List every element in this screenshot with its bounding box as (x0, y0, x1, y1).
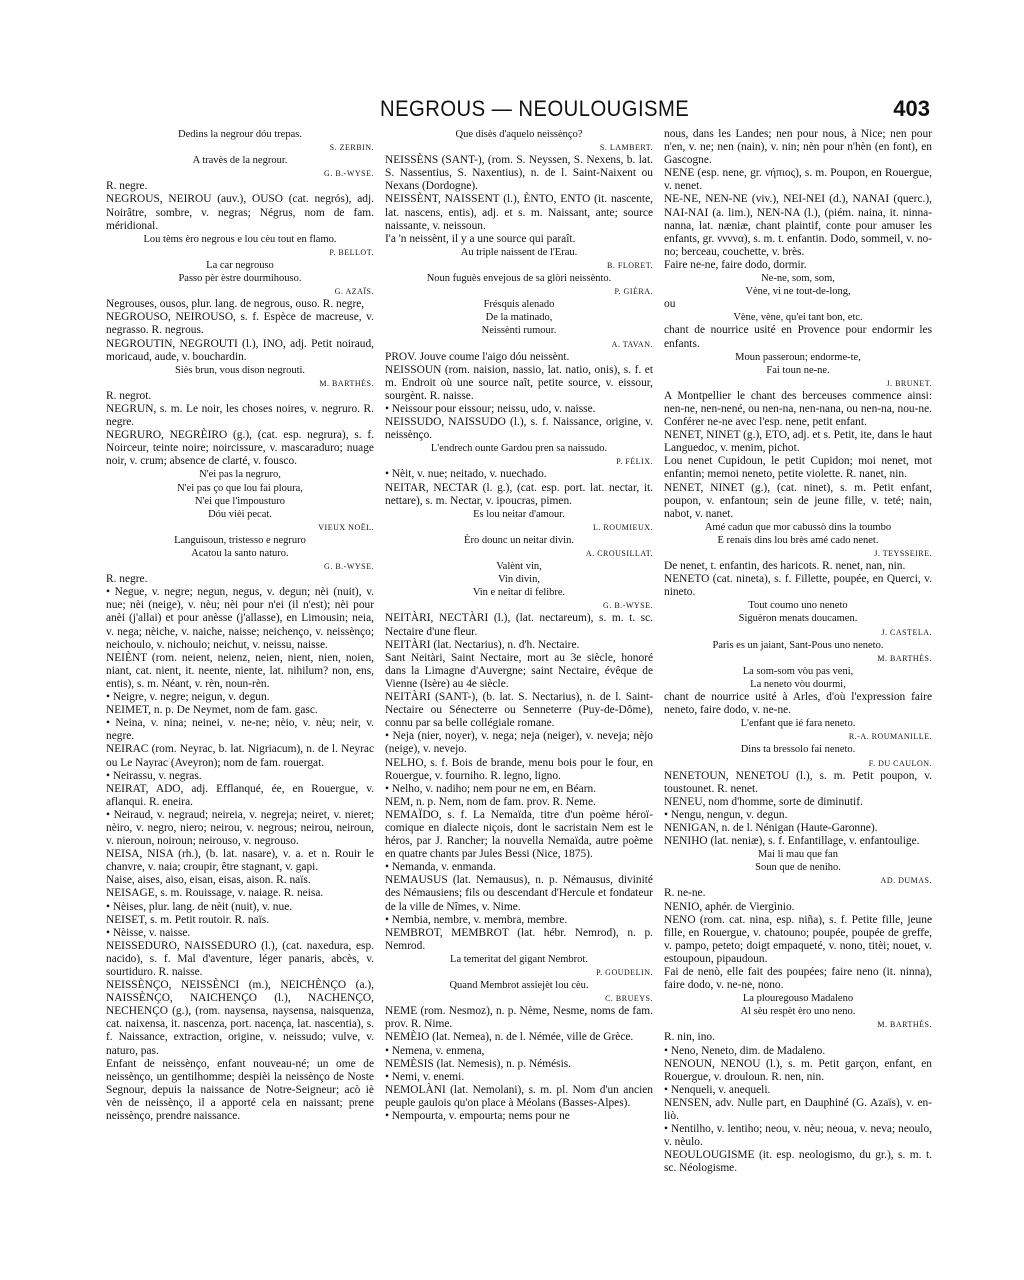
citation-author: B. FLORET. (607, 260, 653, 270)
entry-paragraph: • Neiraud, v. negraud; neireia, v. negreja; neiret, v. nieret; nèiro, v. negro, niero; neirou, v. negrous; neirou, neiroun, v. nieroun, noiroun; neirouso, v. negrouso. (106, 808, 374, 848)
entry-paragraph: NEGRURO, NEGRÈIRO (g.), (cat. esp. negrura), s. f. Noirceur, teinte noire; noircissure, v. mascaraduro; nuage noir, v. crum; absence de clarté, v. fousco. (106, 429, 374, 468)
entry-paragraph: NEGROUSO, NEIROUSO, s. f. Espèce de macreuse, v. negrasso. R. negrous. (106, 311, 374, 337)
entry-paragraph: NENOUN, NENOU (l.), s. m. Petit garçon, enfant, en Rouergue, v. drouloun. R. nen, nin. (664, 1057, 932, 1083)
citation-author: L. ROUMIEUX. (593, 522, 653, 532)
entry-paragraph: NEISAGE, s. m. Rouissage, v. naiage. R. neisa. (106, 887, 324, 900)
entry-paragraph: NEIRAC (rom. Neyrac, b. lat. Nigriacum), n. de l. Neyrac ou Le Nayrac (Aveyron); nom de fam. rouergat. (106, 743, 374, 769)
entry-paragraph: I'a 'n neissènt, il y a une source qui paraît. (385, 232, 576, 245)
entry-paragraph: R. ne-ne. (664, 887, 706, 900)
entry-paragraph: NEMBROT, MEMBROT (lat. hébr. Nemrod), n. p. Nemrod. (385, 926, 653, 952)
quotation-line: La temeritat del gigant Nembrot. (450, 953, 588, 965)
entry-paragraph: • Neirassu, v. negras. (106, 769, 202, 782)
entry-paragraph: NEMAUSUS (lat. Nemausus), n. p. Némausus, divinité des Némausiens; fils ou descendant d'Hercule et fondateur de la ville de Nîmes, v. Nime. (385, 874, 653, 913)
entry-paragraph: ou (664, 298, 676, 311)
quotation-line: Mai li mau que fan (758, 849, 838, 861)
quotation-line: Neissènti rumour. (481, 325, 557, 337)
citation-author: G. B.-WYSE. (603, 601, 653, 611)
entry-paragraph: De nenet, t. enfantin, des haricots. R. nenet, nan, nin. (664, 560, 906, 573)
entry-paragraph: • Nelho, v. nadiho; nem pour ne em, en Béarn. (385, 782, 597, 795)
citation-author: S. LAMBERT. (599, 143, 653, 153)
citation-author: M. BARTHÉS. (877, 653, 932, 663)
quotation-line: Tout coumo uno neneto (748, 600, 848, 612)
quotation-line: Au triple naissent de l'Erau. (460, 246, 578, 258)
entry-paragraph: • Nenqueli, v. anequeli. (664, 1083, 771, 1096)
entry-paragraph: NEME (rom. Nesmoz), n. p. Nème, Nesme, noms de fam. prov. R. Nime. (385, 1005, 653, 1031)
quotation-line: Noun fuguès envejous de sa glòri neissènto. (426, 273, 612, 285)
entry-paragraph: • Nèit, v. nue; neitado, v. nuechado. (385, 468, 547, 481)
entry-paragraph: • Nemanda, v. enmanda. (385, 861, 496, 874)
entry-paragraph: • Neno, Neneto, dim. de Madaleno. (664, 1044, 826, 1057)
column-left (106, 128, 374, 1123)
entry-paragraph: • Nentilho, v. lentiho; neou, v. nèu; neoua, v. neva; neoulo, v. nèulo. (664, 1123, 932, 1149)
quotation-line: Vène, vi ne tout-de-long, (745, 286, 851, 298)
entry-paragraph: NEISSOUN (rom. naision, nassio, lat. natio, onis), s. f. et m. Endroit où une source naît, petite source, v. eissour, sourgènt. R. naisse. (385, 363, 653, 402)
citation-author: F. DU CAULON. (868, 758, 932, 768)
quotation-line: Siès brun, vous dison negrouti. (174, 364, 306, 376)
entry-paragraph: • Neigre, v. negre; neigun, v. degun. (106, 691, 270, 704)
page-header (100, 96, 930, 126)
entry-paragraph: NENET, NINET (g.), ETO, adj. et s. Petit, ite, dans le haut Languedoc, v. menim, pichot. (664, 429, 932, 455)
entry-paragraph: NEGROUTIN, NEGROUTI (l.), INO, adj. Petit noiraud, moricaud, aude, v. bouchardin. (106, 337, 374, 363)
quotation-line: La neneto vòu dourmi, (750, 678, 846, 690)
column-right (664, 128, 932, 1176)
quotation-line: La car negrouso (206, 259, 274, 271)
entry-paragraph: NENETO (cat. nineta), s. f. Fillette, poupée, en Querci, v. nineto. (664, 573, 932, 599)
quotation-line: Al sèu respèt èro uno neno. (740, 1006, 856, 1018)
quotation-line: Dedins la negrour dóu trepas. (178, 129, 302, 140)
citation-author: A. CROUSILLAT. (585, 549, 653, 558)
entry-paragraph: Faire ne-ne, faire dodo, dormir. (664, 258, 807, 271)
page-number: 403 (893, 96, 930, 121)
entry-paragraph: NENIHO (lat. neniæ), s. f. Enfantillage, v. enfantoulige. (664, 835, 920, 848)
quotation-line: Paris es un jaiant, Sant-Pous uno neneto. (712, 639, 884, 651)
quotation-line: De la matinado, (485, 312, 553, 324)
entry-paragraph: NENSEN, adv. Nulle part, en Dauphiné (G. Azaïs), v. en-liò. (664, 1096, 932, 1123)
entry-paragraph: • Nengu, nengun, v. degun. (664, 808, 788, 821)
entry-paragraph: Lou nenet Cupidoun, le petit Cupidon; moi nenet, mot enfantin; memoi neneto, petite violette. R. nanet, nin. (664, 455, 932, 481)
quotation-line: Acatou la santo naturo. (191, 548, 289, 559)
entry-paragraph: NELHO, s. f. Bois de brande, menu bois pour le four, en Rouergue, v. fourniho. R. legno, ligno. (385, 756, 653, 782)
column-middle (385, 128, 653, 1123)
entry-paragraph: • Nempourta, v. empourta; nems pour ne (385, 1110, 570, 1123)
entry-paragraph: R. negrot. (106, 389, 152, 402)
entry-paragraph: NE-NE, NEN-NE (viv.), NEI-NEI (d.), NANAI (querc.), NAI-NAI (a. lim.), NEN-NA (l.), (piém. naina, it. ninna-nanna, lat. næniæ, chant plaintif, conte pour amuser les enfants, gr. ννννα), s. m. t. enfantin. Dodo, sommeil, v. no-no; berceau, couchette, v. brès. (664, 193, 932, 258)
entry-paragraph: Enfant de neissènço, enfant nouveau-né; un ome de neissènço, un gentilhomme; despièi la neissènço de Noste Segnour, depuis la naissance de Notre-Seigneur; acò iè vèn de neissènço, il a apporté cela en naissant; prene neissènço, prendre naissance. (106, 1057, 374, 1123)
citation-author: A. TAVAN. (611, 339, 653, 349)
entry-paragraph: Sant Neitàri, Saint Nectaire, mort au 3e siècle, honoré dans la Limagne d'Auvergne; saint Nectaire, évêque de Vienne (Isère) au 4e siècle. (385, 651, 653, 690)
citation-author: J. BRUNET. (886, 378, 932, 388)
quotation-line: Es lou neitar d'amour. (473, 508, 565, 520)
entry-paragraph: NENEU, nom d'homme, sorte de diminutif. (664, 795, 863, 808)
entry-paragraph: • Neissour pour eissour; neissu, udo, v. naisse. (385, 402, 596, 415)
entry-paragraph: NEISA, NISA (rh.), (b. lat. nasare), v. a. et n. Rouir le chanvre, v. naia; croupir, être stagnant, v. gapi. (106, 848, 374, 874)
quotation-line: N'ei pas la negruro, (199, 469, 281, 481)
quotation-line: Vin divin, (498, 574, 540, 586)
citation-author: R.-A. ROUMANILLE. (848, 732, 932, 742)
citation-author: J. TEYSSEIRE. (874, 549, 932, 558)
entry-paragraph: NENETOUN, NENETOU (l.), s. m. Petit poupon, v. toustounet. R. nenet. (664, 769, 932, 795)
entry-paragraph: NEISSÈNT, NAISSENT (l.), ÈNTO, ENTO (it. nascente, lat. nascens, entis), adj. et s. m. Naissant, ante; source naissante, v. neissoun. (385, 193, 653, 232)
entry-paragraph: • Nemena, v. enmena, (385, 1044, 485, 1057)
entry-paragraph: NEISET, s. m. Petit routoir. R. naïs. (106, 913, 270, 926)
citation-author: M. BARTHÉS. (877, 1020, 932, 1030)
entry-paragraph: NEM, n. p. Nem, nom de fam. prov. R. Neme. (385, 795, 596, 808)
entry-paragraph: • Nemi, v. enemi. (385, 1070, 465, 1083)
entry-paragraph: • Neina, v. nina; neinei, v. ne-ne; nèio, v. nèu; neir, v. negre. (106, 717, 374, 743)
entry-paragraph: NEISSUDO, NAISSUDO (l.), s. f. Naissance, origine, v. neissènço. (385, 416, 653, 442)
entry-paragraph: • Neja (nier, noyer), v. nega; neja (neiger), v. neveja; nèjo (neige), v. nevejo. (385, 730, 653, 756)
quotation-line: L'endrech ounte Gardou pren sa naissudo. (430, 443, 608, 455)
entry-paragraph: • Nèises, plur. lang. de nèit (nuit), v. nue. (106, 900, 293, 913)
quotation-line: Soun que de neniho. (755, 862, 841, 874)
entry-paragraph: NEISSEDURO, NAISSEDURO (l.), (cat. naxedura, esp. nacido), s. f. Mal d'aventure, léger panaris, abcès, v. sourtiduro. R. naisse. (106, 939, 374, 978)
citation-author: P. GIÉRA. (614, 287, 653, 297)
quotation-line: Moun passeroun; endorme-te, (735, 351, 861, 363)
quotation-line: Passo pèr èstre dourmihouso. (178, 273, 302, 285)
entry-paragraph: PROV. Jouve coume l'aigo dóu neissènt. (385, 350, 570, 363)
entry-paragraph: R. negre. (106, 180, 148, 193)
entry-paragraph: chant de nourrice usité en Provence pour endormir les enfants. (664, 324, 932, 350)
entry-paragraph: • Negue, v. negre; negun, negus, v. degun; nèi (nuit), v. nue; nèi (neige), v. nèu; nèi pour n'ei (il n'est); nèi pour anèi (j'allai) et pour anèsse (j'allasse), en Limousin; neia, v. nega; nèiche, v. naiche, naisse; neichenço, v. neissènço; neichoulo, v. nichoulo; neichut, v. neissu, naisse. (106, 586, 374, 651)
citation-author: G. B.-WYSE. (324, 169, 374, 179)
quotation-line: Èro dounc un neitar divin. (464, 534, 574, 546)
entry-paragraph: NEITÀRI (SANT-), (b. lat. S. Nectarius), n. de l. Saint-Nectaire ou Sénecterre ou Senneterre (Puy-de-Dôme), connu par sa belle collégiale romane. (385, 691, 653, 730)
quotation-line: Que disès d'aquelo neissènço? (455, 129, 583, 140)
entry-paragraph: NEISSÈNÇO, NEISSÈNCI (m.), NEICHÈNÇO (a.), NAISSÈNÇO, NAICHENÇO (l.), NACHENÇO, NECHENÇO (g.), (rom. naysensa, naysensa, naisquenza, cat. naixensa, it. nascenza, port. nacença, lat. nascentia), s. f. Naissance, extraction, origine, v. neissudo; vulve, v. naturo, pas. (106, 979, 374, 1057)
entry-paragraph: • Nèisse, v. naisse. (106, 926, 191, 939)
quotation-line: N'ei pas ço que lou fai ploura, (177, 482, 303, 494)
entry-paragraph: • Nembia, nembre, v. membra, membre. (385, 913, 568, 926)
quotation-line: Lou tèms èro negrous e lou cèu tout en flamo. (143, 233, 337, 245)
quotation-line: La som-som vòu pas veni, (742, 665, 854, 677)
entry-paragraph: NEOULOUGISME (it. esp. neologismo, du gr.), s. m. t. sc. Néologisme. (664, 1149, 932, 1175)
quotation-line: L'enfant que ié fara neneto. (740, 718, 856, 730)
entry-paragraph: Naise, aises, aiso, eisan, eisas, aison. R. naïs. (106, 874, 311, 887)
entry-paragraph: Fai de nenò, elle fait des poupées; faire neno (it. ninna), faire dodo, v. ne-ne, nono. (664, 966, 932, 992)
quotation-line: A travès de la negrour. (192, 155, 288, 167)
quotation-line: Valènt vin, (496, 561, 542, 573)
quotation-line: Dins ta bressolo fai neneto. (740, 744, 856, 756)
entry-paragraph: NEIRAT, ADO, adj. Efflanqué, ée, en Rouergue, v. aflanqui. R. eneira. (106, 782, 374, 808)
entry-paragraph: NEIMET, n. p. De Neymet, nom de fam. gasc. (106, 704, 318, 717)
entry-paragraph: NEMAÏDO, s. f. La Nemaïda, titre d'un poème héroï-comique en dialecte niçois, dont le sacristain Nem est le héros, par J. Rancher; la nouvella Nemaïda, autre poème en quatre chants par Jules Bessi (Nice, 1875). (385, 808, 653, 861)
entry-paragraph: NENET, NINET (g.), (cat. ninet), s. m. Petit enfant, poupon, v. enfantoun; sein de jeune fille, v. teté; nain, nabot, v. nanet. (664, 481, 932, 520)
entry-paragraph: NENE (esp. nene, gr. νήπιος), s. m. Poupon, en Rouergue, v. nenet. (664, 167, 932, 193)
citation-author: P. GOUDELIN. (596, 968, 653, 977)
quotation-line: Ne-ne, som, som, (761, 273, 835, 285)
citation-author: G. AZAÏS. (334, 287, 374, 297)
quotation-line: N'ei que l'impousturo (194, 495, 286, 507)
entry-paragraph: NENIGAN, n. de l. Nénigan (Haute-Garonne). (664, 821, 878, 834)
entry-paragraph: NEITAR, NECTAR (l. g.), (cat. esp. port. lat. nectar, it. nettare), s. m. Nectar, v. ipoucras, pimen. (385, 481, 653, 507)
citation-author: C. BRUEYS. (605, 994, 653, 1004)
quotation-line: Dóu vièi pecat. (208, 508, 272, 520)
entry-paragraph: NEGRUN, s. m. Le noir, les choses noires, v. negruro. R. negre. (106, 402, 374, 429)
entry-paragraph: NENO (rom. cat. nina, esp. niña), s. f. Petite fille, jeune fille, en Rouergue, v. chatouno; poupée, poupée de greffe, v. pampo, peteto; doigt empaqueté, v. nono, titèi; nouet, v. estoupoun, pipaudoun. (664, 913, 932, 965)
quotation-line: Frésquis alenado (483, 299, 555, 311)
citation-author: G. B.-WYSE. (324, 562, 374, 572)
quotation-line: Siguèron menats doucamen. (738, 613, 858, 625)
citation-author: P. FÉLIX. (616, 457, 653, 467)
entry-paragraph: R. nin, ino. (664, 1031, 715, 1044)
entry-paragraph: NEIÈNT (rom. neient, neienz, neien, nient, nien, noien, niant, cat. nient, it. neente, niente, lat. nihilum? non, ens, entis), s. m. Néant, v. rèn, noun-rèn. (106, 651, 374, 690)
quotation-line: Quand Membrot assiejèt lou cèu. (449, 980, 589, 992)
entry-paragraph: NEMÈSIS (lat. Nemesis), n. p. Némésis. (385, 1057, 572, 1070)
quotation-line: Languisoun, tristesso e negruro (174, 534, 306, 546)
quotation-line: E renais dins lou brès amé cado nenet. (717, 534, 879, 546)
quotation-line: La plouregouso Madaleno (742, 993, 854, 1005)
entry-paragraph: A Montpellier le chant des berceuses commence ainsi: nen-ne, nen-nené, ou nen-na, nen-nana, ou nen-na, nou-ne. Conférer ne-ne avec l'esp. nene, petit enfant. (664, 389, 932, 429)
entry-paragraph: NEITÀRI, NECTÀRI (l.), (lat. nectareum), s. m. t. sc. Nectaire d'une fleur. (385, 612, 653, 638)
citation-author: S. ZERBIN. (329, 143, 374, 153)
quotation-line: Vène, vène, qu'ei tant bon, etc. (733, 312, 863, 324)
citation-author: AD. DUMAS. (880, 876, 932, 886)
quotation-line: Fai toun ne-ne. (766, 364, 830, 376)
running-head: NEGROUS — NEOULOUGISME (380, 96, 690, 121)
entry-paragraph: NEMOLÀNI (lat. Nemolani), s. m. pl. Nom d'un ancien peuple gaulois qu'on place à Méolans (Basses-Alpes). (385, 1083, 653, 1109)
entry-paragraph: NEMÈIO (lat. Nemea), n. de l. Némée, ville de Grèce. (385, 1031, 634, 1044)
entry-paragraph: chant de nourrice usité à Arles, d'où l'expression faire neneto, faire dodo, v. ne-ne. (664, 691, 932, 717)
quotation-line: Vin e neitar di felibre. (472, 587, 566, 599)
citation-author: P. BELLOT. (329, 247, 374, 257)
citation-author: M. BARTHÉS. (319, 378, 374, 388)
entry-paragraph: Negrouses, ousos, plur. lang. de negrous, ouso. R. negre, (106, 298, 365, 311)
entry-paragraph: R. negre. (106, 573, 148, 586)
citation-author: VIEUX NOËL. (318, 522, 374, 532)
citation-author: J. CASTELA. (881, 627, 932, 637)
entry-paragraph: NEITÀRI (lat. Nectarius), n. d'h. Nectaire. (385, 638, 580, 651)
quotation-line: Amé cadun que mor cabussò dins la toumbo (704, 521, 892, 533)
entry-paragraph: nous, dans les Landes; nen pour nous, à Nice; nen pour n'en, v. ne; nen (nain), v. nin; nèn pour n'hèn (en font), en Gascogne. (664, 128, 932, 167)
entry-paragraph: NENIO, aphér. de Viergìnio. (664, 900, 795, 913)
entry-paragraph: NEISSÈNS (SANT-), (rom. S. Neyssen, S. Nexens, b. lat. S. Nassentius, S. Naxentius), n. de l. Saint-Naixent ou Nexans (Dordogne). (385, 154, 653, 193)
entry-paragraph: NEGROUS, NEIROU (auv.), OUSO (cat. negrós), adj. Noirâtre, sombre, v. negras; Négrus, nom de fam. méridional. (106, 193, 374, 232)
